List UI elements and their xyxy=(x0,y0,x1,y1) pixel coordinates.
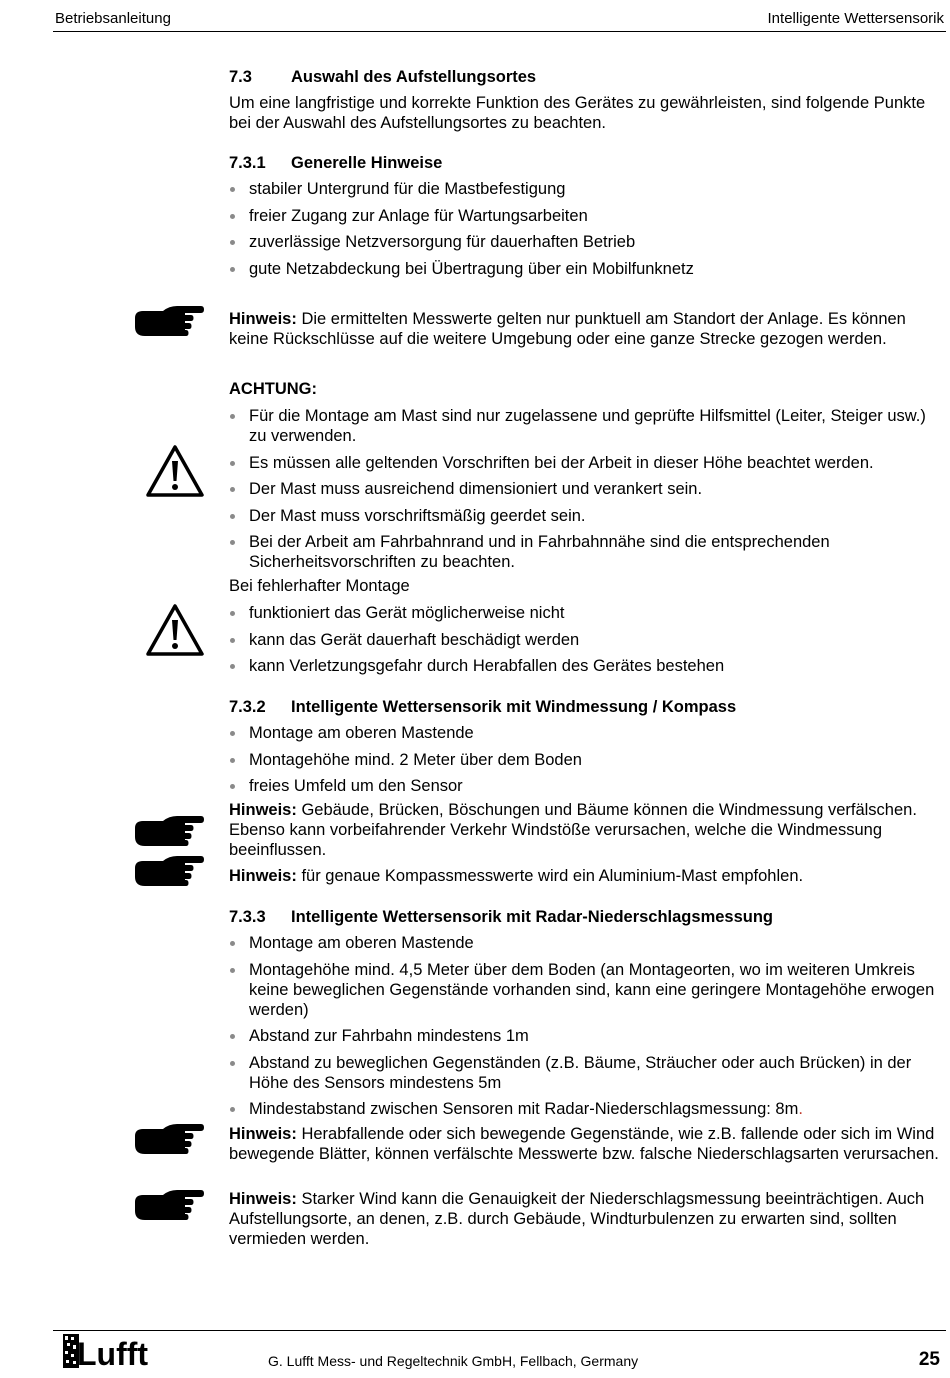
footer-divider xyxy=(53,1330,946,1331)
wind-note-1 xyxy=(229,800,944,860)
list-item-text: Mindestabstand zwischen Sensoren mit Radar-Niederschlagsmessung: 8m xyxy=(249,1100,799,1118)
list-item: Montage am oberen Mastende xyxy=(229,723,944,743)
header-left: Betriebsanleitung xyxy=(55,10,171,27)
achtung-heading: ACHTUNG: xyxy=(229,380,317,398)
note-label: Hinweis: xyxy=(229,1190,297,1208)
list-item: Der Mast muss ausreichend dimensioniert und verankert sein. xyxy=(229,479,944,499)
header-divider xyxy=(53,31,946,32)
list-item-suffix: . xyxy=(798,1100,803,1118)
pointing-hand-icon xyxy=(133,1122,205,1156)
list-item: zuverlässige Netzversorgung für dauerhaften Betrieb xyxy=(229,232,944,252)
list-item: Der Mast muss vorschriftsmäßig geerdet sein. xyxy=(229,506,944,526)
list-item: freies Umfeld um den Sensor xyxy=(229,776,944,796)
section-number: 7.3.2 xyxy=(229,698,266,716)
achtung-list xyxy=(229,406,944,579)
note-label: Hinweis: xyxy=(229,867,297,885)
radar-note-2 xyxy=(229,1189,944,1249)
section-title: Intelligente Wettersensorik mit Radar-Niederschlagsmessung xyxy=(291,908,774,926)
note-label: Hinweis: xyxy=(229,1125,297,1143)
list-item: Montagehöhe mind. 2 Meter über dem Boden xyxy=(229,750,944,770)
lufft-logo xyxy=(63,1334,153,1368)
faulty-assembly-intro xyxy=(229,576,944,596)
intro-paragraph: Um eine langfristige und korrekte Funktion des Gerätes zu gewährleisten, sind folgende Punkte bei der Auswahl des Aufstellungsortes zu beachten. xyxy=(229,94,926,132)
radar-requirements-list xyxy=(229,933,944,1126)
note-text: für genaue Kompassmesswerte wird ein Aluminium-Mast empfohlen. xyxy=(296,867,804,885)
list-item: freier Zugang zur Anlage für Wartungsarbeiten xyxy=(229,206,944,226)
paragraph: Bei fehlerhafter Montage xyxy=(229,577,410,595)
pointing-hand-icon xyxy=(133,304,205,338)
list-item: kann Verletzungsgefahr durch Herabfallen des Gerätes bestehen xyxy=(229,656,944,676)
list-item xyxy=(229,1099,944,1119)
warning-triangle-icon xyxy=(145,444,205,498)
list-item: Für die Montage am Mast sind nur zugelassene und geprüfte Hilfsmittel (Leiter, Steiger usw.) zu verwenden. xyxy=(229,406,944,446)
section-number: 7.3 xyxy=(229,68,252,86)
list-item: gute Netzabdeckung bei Übertragung über ein Mobilfunknetz xyxy=(229,259,944,279)
list-item: Montagehöhe mind. 4,5 Meter über dem Boden (an Montageorten, wo im weiteren Umkreis keine beweglichen Gegenstände vorhanden sind, kann eine geringere Montagehöhe erwogen werden) xyxy=(229,960,944,1020)
section-title: Auswahl des Aufstellungsortes xyxy=(291,68,537,86)
footer-company: G. Lufft Mess- und Regeltechnik GmbH, Fellbach, Germany xyxy=(268,1353,639,1369)
radar-note-1 xyxy=(229,1124,944,1164)
faulty-assembly-list xyxy=(229,603,944,683)
note-text: Herabfallende oder sich bewegende Gegenstände, wie z.B. fallende oder sich im Wind bewegende Blätter, können verfälschte Messwerte bzw. falsche Niederschlagsarten verursachen. xyxy=(229,1125,939,1163)
header-right: Intelligente Wettersensorik xyxy=(767,10,944,27)
note-label: Hinweis: xyxy=(229,310,297,328)
list-item: kann das Gerät dauerhaft beschädigt werden xyxy=(229,630,944,650)
pointing-hand-icon xyxy=(133,814,205,848)
section-7-3-1-heading xyxy=(229,153,442,173)
list-item: Abstand zu beweglichen Gegenständen (z.B. Bäume, Sträucher oder auch Brücken) in der Höhe des Sensors mindestens 5m xyxy=(229,1053,944,1093)
section-title: Intelligente Wettersensorik mit Windmessung / Kompass xyxy=(291,698,737,716)
note-text: Gebäude, Brücken, Böschungen und Bäume können die Windmessung verfälschen. Ebenso kann vorbeifahrender Verkehr Windstöße verursachen, welche die Windmessung beeinflussen. xyxy=(229,801,917,859)
note-text: Starker Wind kann die Genauigkeit der Niederschlagsmessung beeinträchtigen. Auch Aufstellungsorte, an denen, z.B. durch Gebäude, Windturbulenzen zu erwarten sind, sollten vermieden werden. xyxy=(229,1190,925,1248)
section-number: 7.3.3 xyxy=(229,908,266,926)
section-7-3-2-heading xyxy=(229,697,736,717)
list-item: stabiler Untergrund für die Mastbefestigung xyxy=(229,179,944,199)
note-text: Die ermittelten Messwerte gelten nur punktuell am Standort der Anlage. Es können keine Rückschlüsse auf die weitere Umgebung oder eine ganze Strecke gezogen werden. xyxy=(229,310,906,348)
section-title: Generelle Hinweise xyxy=(291,154,443,172)
page-number: 25 xyxy=(918,1349,940,1370)
pointing-hand-icon xyxy=(133,854,205,888)
list-item: Bei der Arbeit am Fahrbahnrand und in Fahrbahnnähe sind die entsprechenden Sicherheitsvorschriften zu beachten. xyxy=(229,532,944,572)
general-hints-list xyxy=(229,179,944,285)
section-7-3-3-heading xyxy=(229,907,773,927)
section-7-3-heading xyxy=(229,67,536,87)
section-number: 7.3.1 xyxy=(229,154,266,172)
general-hint-note xyxy=(229,309,944,349)
list-item: funktioniert das Gerät möglicherweise nicht xyxy=(229,603,944,623)
wind-note-2 xyxy=(229,866,944,886)
list-item: Montage am oberen Mastende xyxy=(229,933,944,953)
list-item: Es müssen alle geltenden Vorschriften bei der Arbeit in dieser Höhe beachtet werden. xyxy=(229,453,944,473)
logo-text: Lufft xyxy=(77,1336,149,1368)
list-item: Abstand zur Fahrbahn mindestens 1m xyxy=(229,1026,944,1046)
section-7-3-intro xyxy=(229,93,944,133)
wind-requirements-list xyxy=(229,723,944,803)
warning-triangle-icon xyxy=(145,603,205,657)
pointing-hand-icon xyxy=(133,1188,205,1222)
note-label: Hinweis: xyxy=(229,801,297,819)
